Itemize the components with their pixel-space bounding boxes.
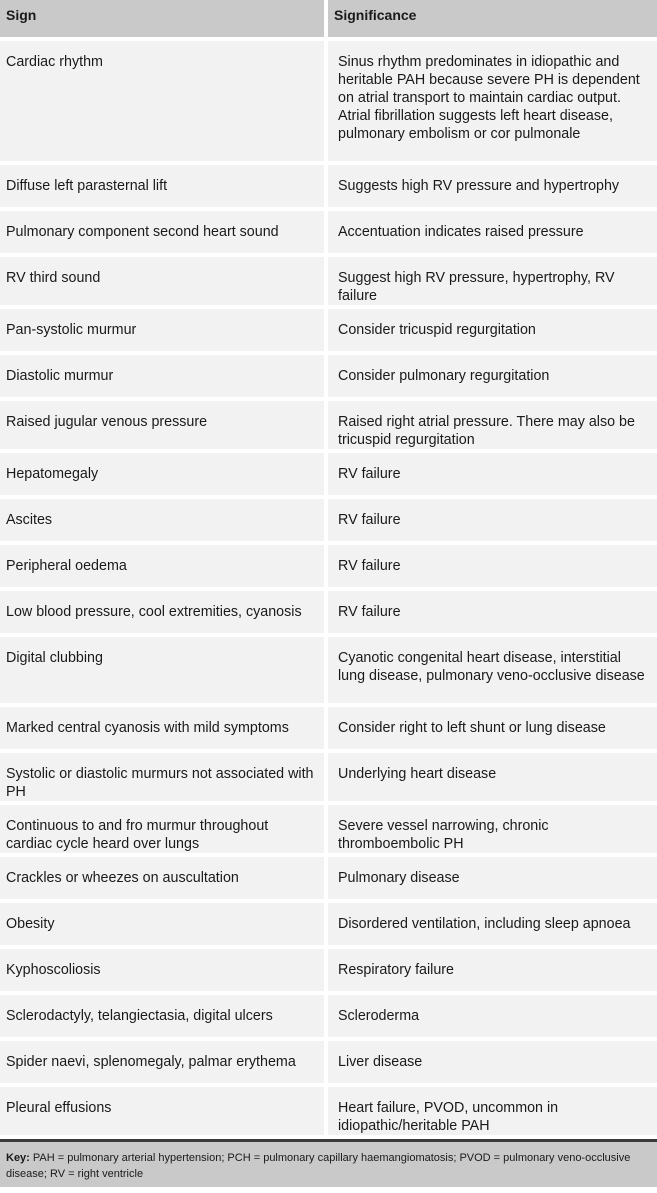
sign-cell: RV third sound <box>0 257 328 309</box>
sign-cell: Raised jugular venous pressure <box>0 401 328 453</box>
significance-text: Suggest high RV pressure, hypertrophy, RV failure <box>338 270 615 304</box>
significance-cell <box>328 211 657 257</box>
header-significance: Significance <box>328 0 657 41</box>
sign-cell: Kyphoscoliosis <box>0 949 328 995</box>
table-row <box>0 499 657 545</box>
table-row <box>0 637 657 707</box>
sign-cell: Ascites <box>0 499 328 545</box>
significance-cell <box>328 499 657 545</box>
significance-cell <box>328 309 657 355</box>
table-row <box>0 257 657 309</box>
sign-cell: Diffuse left parasternal lift <box>0 165 328 211</box>
sign-cell: Systolic or diastolic murmurs not associated with PH <box>0 753 328 805</box>
significance-cell <box>328 545 657 591</box>
table-row <box>0 165 657 211</box>
significance-cell <box>328 41 657 165</box>
table-row <box>0 995 657 1041</box>
sign-cell: Pan-systolic murmur <box>0 309 328 355</box>
significance-cell <box>328 949 657 995</box>
table-row <box>0 453 657 499</box>
sign-cell: Low blood pressure, cool extremities, cyanosis <box>0 591 328 637</box>
significance-text: Scleroderma <box>338 1008 420 1024</box>
table-row <box>0 1041 657 1087</box>
table-row <box>0 211 657 257</box>
significance-text: Consider pulmonary regurgitation <box>338 368 550 384</box>
significance-text: Respiratory failure <box>338 962 455 978</box>
sign-cell: Pulmonary component second heart sound <box>0 211 328 257</box>
table-row <box>0 707 657 753</box>
sign-cell: Digital clubbing <box>0 637 328 707</box>
sign-cell: Crackles or wheezes on auscultation <box>0 857 328 903</box>
sign-cell: Obesity <box>0 903 328 949</box>
table-row <box>0 903 657 949</box>
significance-text: RV failure <box>338 466 401 482</box>
significance-cell <box>328 257 657 309</box>
sign-cell: Peripheral oedema <box>0 545 328 591</box>
sign-cell: Hepatomegaly <box>0 453 328 499</box>
significance-cell <box>328 753 657 805</box>
table-row <box>0 591 657 637</box>
table-row <box>0 309 657 355</box>
significance-text: Atrial fibrillation suggests left heart disease, pulmonary embolism or cor pulmonale <box>338 108 613 142</box>
table-row <box>0 857 657 903</box>
table-row <box>0 949 657 995</box>
significance-cell <box>328 805 657 857</box>
significance-cell <box>328 591 657 637</box>
significance-text: Cyanotic congenital heart disease, interstitial lung disease, pulmonary veno-occlusive disease <box>338 650 645 684</box>
significance-text: Heart failure, PVOD, uncommon in idiopathic/heritable PAH <box>338 1100 559 1134</box>
significance-text: Consider tricuspid regurgitation <box>338 322 536 338</box>
table-row <box>0 355 657 401</box>
significance-cell <box>328 707 657 753</box>
significance-text: Pulmonary disease <box>338 870 460 886</box>
sign-cell: Pleural effusions <box>0 1087 328 1139</box>
key-footnote <box>0 1139 657 1187</box>
table-row <box>0 41 657 165</box>
sign-cell: Continuous to and fro murmur throughout cardiac cycle heard over lungs <box>0 805 328 857</box>
header-sign: Sign <box>0 0 328 41</box>
significance-text: Liver disease <box>338 1054 423 1070</box>
table-row <box>0 401 657 453</box>
significance-cell <box>328 453 657 499</box>
sign-cell: Spider naevi, splenomegaly, palmar erythema <box>0 1041 328 1087</box>
key-text: PAH = pulmonary arterial hypertension; PCH = pulmonary capillary haemangiomatosis; PVOD = pulmonary veno-occlusive disease; RV = right ventricle <box>6 1152 631 1180</box>
significance-cell <box>328 995 657 1041</box>
table-row <box>0 805 657 857</box>
header-row <box>0 0 657 41</box>
significance-text: Sinus rhythm predominates in idiopathic and heritable PAH because severe PH is dependent on atrial transport to maintain cardiac output. <box>338 54 640 106</box>
sign-cell: Sclerodactyly, telangiectasia, digital ulcers <box>0 995 328 1041</box>
significance-text: RV failure <box>338 558 401 574</box>
key-label: Key: <box>6 1152 30 1164</box>
table-row <box>0 1087 657 1139</box>
sign-cell: Diastolic murmur <box>0 355 328 401</box>
significance-cell <box>328 903 657 949</box>
significance-text: Consider right to left shunt or lung disease <box>338 720 606 736</box>
significance-cell <box>328 857 657 903</box>
significance-cell <box>328 637 657 707</box>
sign-cell: Marked central cyanosis with mild symptoms <box>0 707 328 753</box>
significance-text: Disordered ventilation, including sleep apnoea <box>338 916 631 932</box>
table-body <box>0 41 657 1139</box>
significance-cell <box>328 1087 657 1139</box>
significance-text: Underlying heart disease <box>338 766 497 782</box>
significance-text: Suggests high RV pressure and hypertrophy <box>338 178 620 194</box>
significance-cell <box>328 355 657 401</box>
sign-cell: Cardiac rhythm <box>0 41 328 165</box>
table-row <box>0 545 657 591</box>
significance-cell <box>328 1041 657 1087</box>
significance-text: Severe vessel narrowing, chronic thromboembolic PH <box>338 818 549 852</box>
table-row <box>0 753 657 805</box>
significance-text: RV failure <box>338 604 401 620</box>
significance-cell <box>328 165 657 211</box>
significance-text: RV failure <box>338 512 401 528</box>
significance-cell <box>328 401 657 453</box>
significance-text: Accentuation indicates raised pressure <box>338 224 584 240</box>
significance-text: Raised right atrial pressure. There may also be tricuspid regurgitation <box>338 414 635 448</box>
